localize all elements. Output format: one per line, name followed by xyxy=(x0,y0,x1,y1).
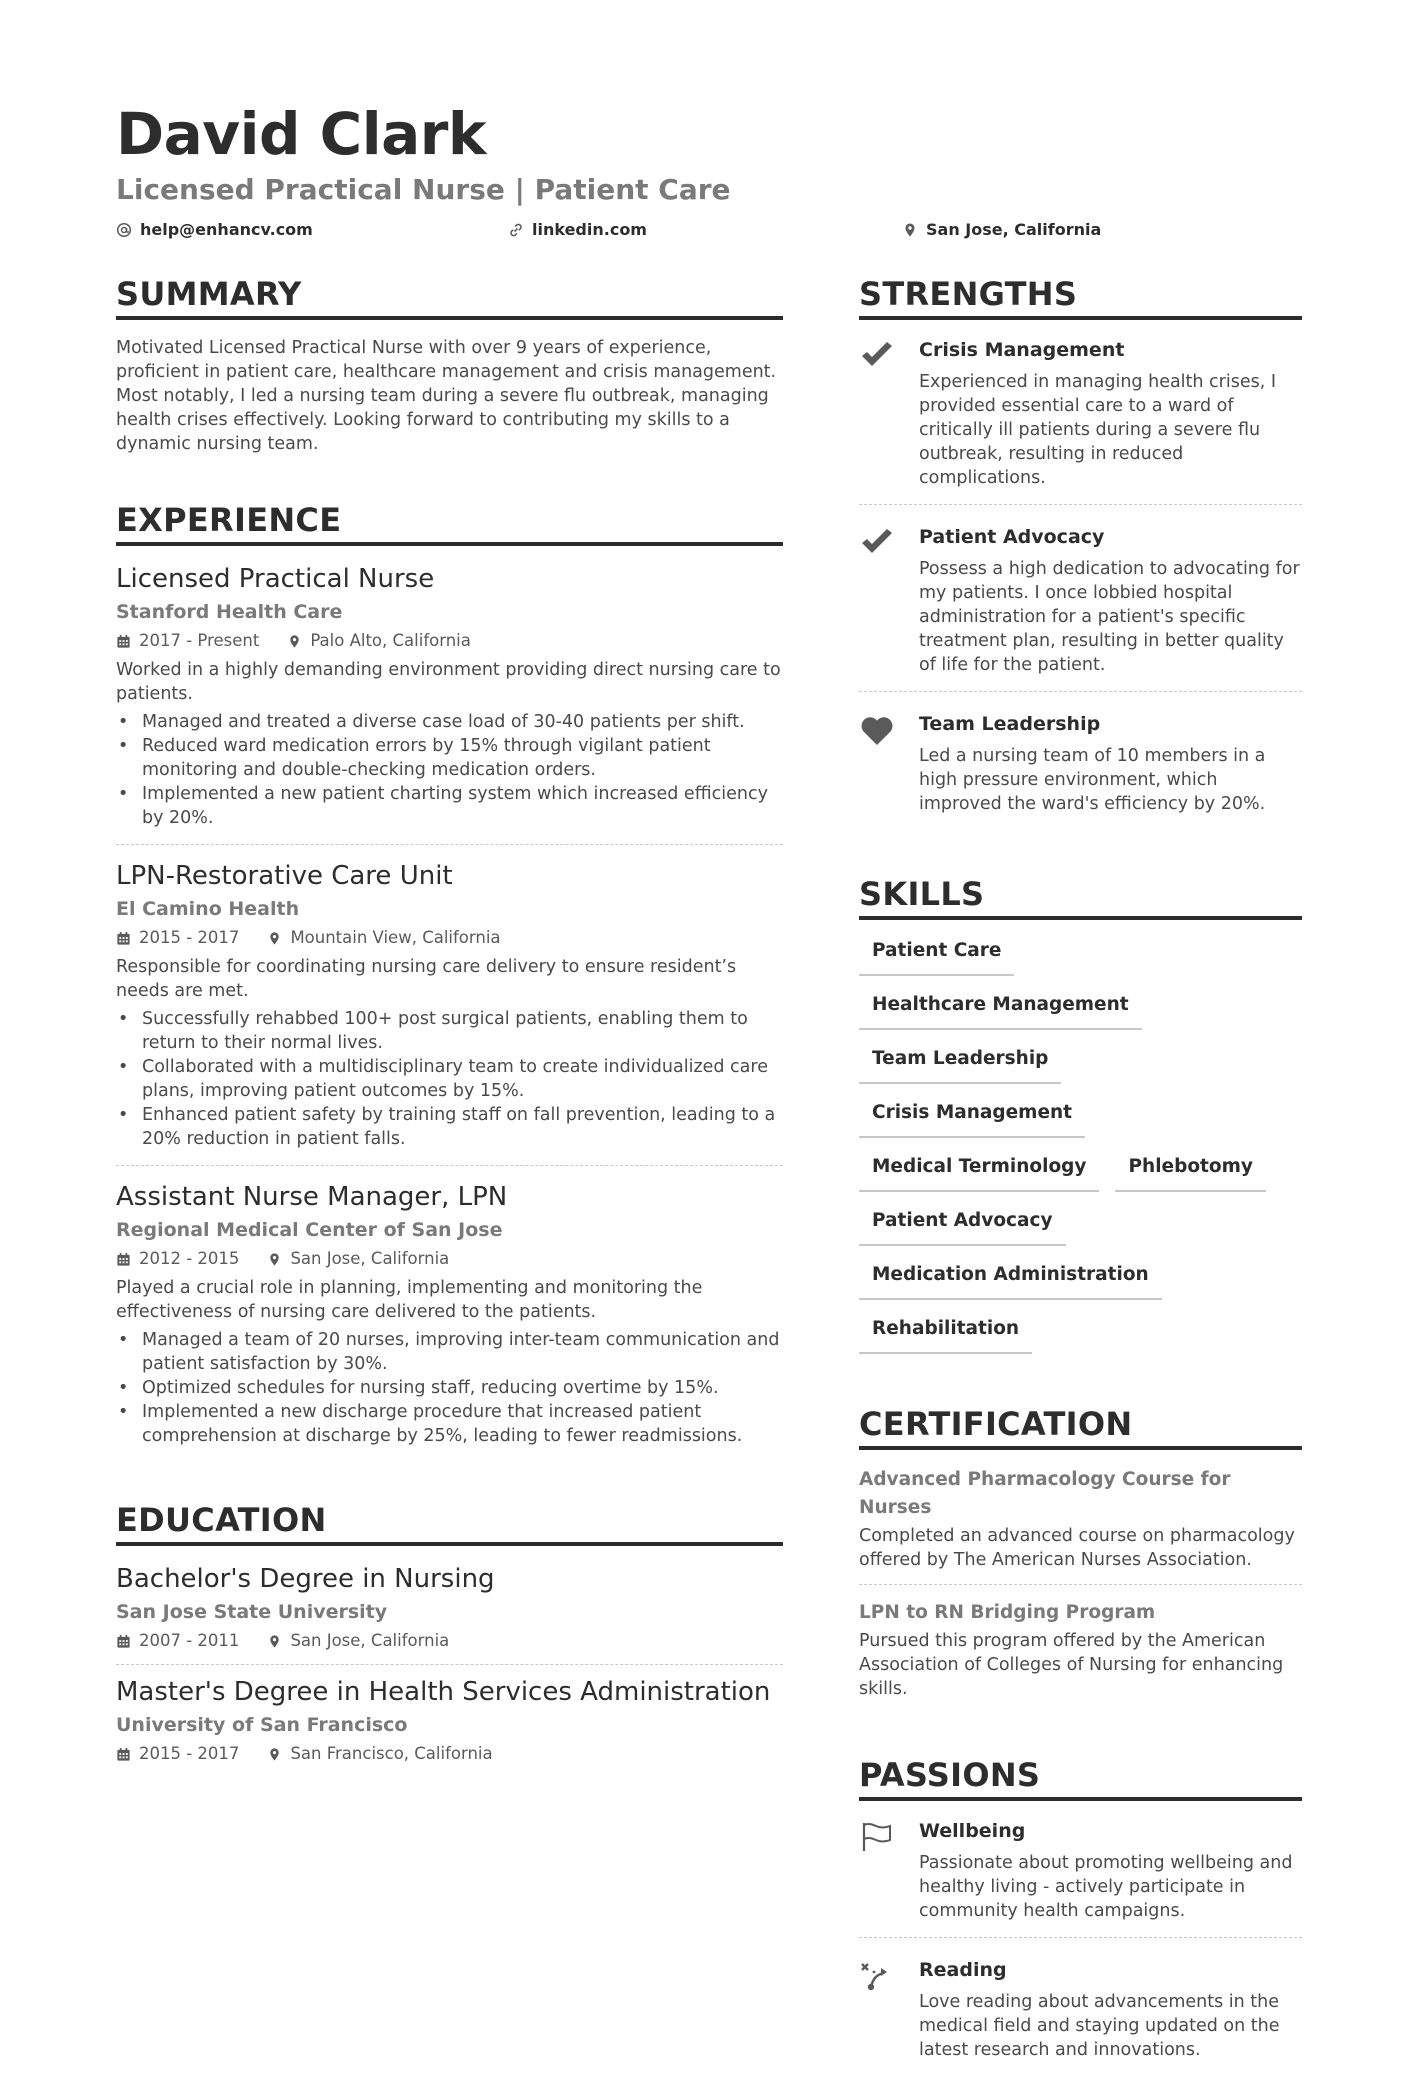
job-meta xyxy=(116,925,783,951)
education-location xyxy=(267,1741,492,1767)
passion-item xyxy=(859,1956,1302,2076)
passion-icon-wrap xyxy=(859,1956,919,2062)
strength-body xyxy=(919,710,1302,816)
job-bullets xyxy=(116,1007,783,1151)
passion-body xyxy=(919,1817,1302,1923)
bullet-item: • Successfully rehabbed 100+ post surgical patients, enabling them to return to their normal lives. xyxy=(116,1007,783,1055)
location-pin-icon xyxy=(902,222,918,238)
job-bullets xyxy=(116,1328,783,1448)
bullet-item: • Implemented a new patient charting system which increased efficiency by 20%. xyxy=(116,782,783,830)
job-company: El Camino Health xyxy=(116,898,300,920)
education-dates xyxy=(116,1628,239,1654)
passions-section xyxy=(859,1753,1302,2076)
passion-icon-wrap xyxy=(859,1817,919,1923)
email-text: help@enhancv.com xyxy=(140,220,313,239)
contact-email[interactable] xyxy=(116,220,313,239)
strength-body xyxy=(919,336,1302,490)
certification-title: LPN to RN Bridging Program xyxy=(859,1602,1156,1623)
job-dates-text: 2017 - Present xyxy=(139,631,260,650)
location-text: San Jose, California xyxy=(926,220,1102,239)
passion-body xyxy=(919,1956,1302,2062)
skill-tag: Patient Advocacy xyxy=(859,1206,1066,1246)
contact-row xyxy=(116,216,1306,246)
job-dates-text: 2012 - 2015 xyxy=(139,1249,240,1268)
location-pin-icon xyxy=(287,634,302,649)
skills-section xyxy=(859,872,1302,1354)
certification-section xyxy=(859,1402,1302,1713)
job-location-text: Palo Alto, California xyxy=(310,631,471,650)
summary-heading: SUMMARY xyxy=(116,272,783,320)
bullet-item: • Managed a team of 20 nurses, improving inter-team communication and patient satisfaction by 30%. xyxy=(116,1328,783,1376)
strength-description: Possess a high dedication to advocating for my patients. I once lobbied hospital administration for a patient's specific treatment plan, resulting in better quality of life for the patient. xyxy=(919,559,1300,675)
job-description: Worked in a highly demanding environment providing direct nursing care to patients. xyxy=(116,660,781,704)
education-location-text: San Francisco, California xyxy=(290,1744,493,1763)
degree-title: Master's Degree in Health Services Administration xyxy=(116,1677,771,1707)
job-dates-text: 2015 - 2017 xyxy=(139,928,240,947)
skill-tag: Phlebotomy xyxy=(1115,1152,1265,1192)
education-dates xyxy=(116,1741,239,1767)
strengths-section xyxy=(859,272,1302,830)
job-meta xyxy=(116,1246,783,1272)
strength-body xyxy=(919,523,1302,677)
passion-item xyxy=(859,1817,1302,1938)
passions-heading: PASSIONS xyxy=(859,1753,1302,1801)
school-name: San Jose State University xyxy=(116,1601,388,1623)
heart-icon xyxy=(859,714,895,746)
calendar-icon xyxy=(116,931,131,946)
skills-list xyxy=(859,936,1302,1354)
job-company: Regional Medical Center of San Jose xyxy=(116,1219,503,1241)
skill-tag: Rehabilitation xyxy=(859,1314,1032,1354)
linkedin-text: linkedin.com xyxy=(532,220,647,239)
strength-icon-wrap xyxy=(859,523,919,677)
strengths-heading: STRENGTHS xyxy=(859,272,1302,320)
passion-title: Reading xyxy=(919,1959,1007,1981)
location-pin-icon xyxy=(267,931,282,946)
calendar-icon xyxy=(116,1252,131,1267)
strength-item xyxy=(859,710,1302,830)
education-section xyxy=(116,1498,783,1781)
bullet-item: • Implemented a new discharge procedure that increased patient comprehension at discharge by 25%, leading to fewer readmissions. xyxy=(116,1400,783,1448)
job-bullets xyxy=(116,710,783,830)
bullet-item: • Collaborated with a multidisciplinary team to create individualized care plans, improving patient outcomes by 15%. xyxy=(116,1055,783,1103)
job-description: Played a crucial role in planning, implementing and monitoring the effectiveness of nursing care delivered to the patients. xyxy=(116,1278,703,1322)
skill-tag: Team Leadership xyxy=(859,1044,1061,1084)
certification-description: Pursued this program offered by the American Association of Colleges of Nursing for enhancing skills. xyxy=(859,1631,1284,1699)
flag-icon xyxy=(859,1821,895,1853)
experience-entry xyxy=(116,1180,783,1462)
at-icon xyxy=(116,222,132,238)
bullet-item: • Reduced ward medication errors by 15% through vigilant patient monitoring and double-checking medication orders. xyxy=(116,734,783,782)
passion-title: Wellbeing xyxy=(919,1820,1026,1842)
education-meta xyxy=(116,1741,783,1767)
job-description: Responsible for coordinating nursing care delivery to ensure resident’s needs are met. xyxy=(116,957,737,1001)
passion-description: Passionate about promoting wellbeing and healthy living - actively participate in community health campaigns. xyxy=(919,1853,1293,1921)
experience-heading: EXPERIENCE xyxy=(116,498,783,546)
experience-entry xyxy=(116,859,783,1166)
location-pin-icon xyxy=(267,1252,282,1267)
certification-description: Completed an advanced course on pharmacology offered by The American Nurses Association. xyxy=(859,1526,1295,1570)
certification-title: Advanced Pharmacology Course for Nurses xyxy=(859,1469,1231,1518)
job-dates xyxy=(116,925,239,951)
contact-linkedin[interactable] xyxy=(508,220,647,239)
education-heading: EDUCATION xyxy=(116,1498,783,1546)
education-dates-text: 2007 - 2011 xyxy=(139,1631,240,1650)
job-role: Licensed Practical Nurse xyxy=(116,564,435,594)
right-column xyxy=(859,272,1302,2076)
job-role: Assistant Nurse Manager, LPN xyxy=(116,1182,508,1212)
check-icon xyxy=(859,527,895,559)
job-dates xyxy=(116,628,259,654)
school-name: University of San Francisco xyxy=(116,1714,408,1736)
education-meta xyxy=(116,1628,783,1654)
experience-section xyxy=(116,498,783,1462)
candidate-title: Licensed Practical Nurse | Patient Care xyxy=(116,173,731,206)
left-column xyxy=(116,272,783,1781)
certification-item xyxy=(859,1599,1302,1713)
skills-heading: SKILLS xyxy=(859,872,1302,920)
calendar-icon xyxy=(116,634,131,649)
summary-text: Motivated Licensed Practical Nurse with over 9 years of experience, proficient in patient care, healthcare management and crisis management. Most notably, I led a nursing team during a severe flu outbreak, managing health crises effectively. Looking forward to contributing my skills to a dynamic nursing team. xyxy=(116,338,777,454)
calendar-icon xyxy=(116,1634,131,1649)
route-icon xyxy=(859,1960,895,1992)
location-pin-icon xyxy=(267,1747,282,1762)
bullet-item: • Enhanced patient safety by training staff on fall prevention, leading to a 20% reduction in patient falls. xyxy=(116,1103,783,1151)
skill-tag: Medical Terminology xyxy=(859,1152,1099,1192)
job-dates xyxy=(116,1246,239,1272)
education-entry xyxy=(116,1675,783,1781)
passion-description: Love reading about advancements in the medical field and staying updated on the latest research and innovations. xyxy=(919,1992,1280,2060)
job-location-text: San Jose, California xyxy=(290,1249,450,1268)
education-location-text: San Jose, California xyxy=(290,1631,450,1650)
education-dates-text: 2015 - 2017 xyxy=(139,1744,240,1763)
job-location-text: Mountain View, California xyxy=(290,928,501,947)
strength-title: Crisis Management xyxy=(919,339,1125,361)
certification-item xyxy=(859,1466,1302,1585)
summary-section xyxy=(116,272,783,456)
certification-heading: CERTIFICATION xyxy=(859,1402,1302,1450)
degree-title: Bachelor's Degree in Nursing xyxy=(116,1564,495,1594)
experience-entry xyxy=(116,562,783,845)
skill-tag: Medication Administration xyxy=(859,1260,1162,1300)
job-meta xyxy=(116,628,783,654)
calendar-icon xyxy=(116,1747,131,1762)
skill-tag: Crisis Management xyxy=(859,1098,1085,1138)
location-pin-icon xyxy=(267,1634,282,1649)
education-entry xyxy=(116,1562,783,1665)
bullet-item: • Optimized schedules for nursing staff, reducing overtime by 15%. xyxy=(116,1376,783,1400)
candidate-name: David Clark xyxy=(116,100,486,168)
skill-tag: Patient Care xyxy=(859,936,1014,976)
job-location xyxy=(267,925,500,951)
link-icon xyxy=(508,222,524,238)
resume-header xyxy=(116,98,1306,246)
strength-title: Patient Advocacy xyxy=(919,526,1105,548)
job-location xyxy=(267,1246,449,1272)
strength-description: Experienced in managing health crises, I provided essential care to a ward of critically ill patients during a severe flu outbreak, resulting in reduced complications. xyxy=(919,372,1277,488)
job-company: Stanford Health Care xyxy=(116,601,343,623)
contact-location xyxy=(902,220,1101,239)
skill-tag: Healthcare Management xyxy=(859,990,1142,1030)
job-role: LPN-Restorative Care Unit xyxy=(116,861,453,891)
strength-title: Team Leadership xyxy=(919,713,1101,735)
education-location xyxy=(267,1628,449,1654)
bullet-item: • Managed and treated a diverse case load of 30-40 patients per shift. xyxy=(116,710,783,734)
strength-icon-wrap xyxy=(859,710,919,816)
job-location xyxy=(287,628,471,654)
strength-item xyxy=(859,336,1302,505)
strength-icon-wrap xyxy=(859,336,919,490)
strength-description: Led a nursing team of 10 members in a high pressure environment, which improved the ward's efficiency by 20%. xyxy=(919,746,1266,814)
check-icon xyxy=(859,340,895,372)
strength-item xyxy=(859,523,1302,692)
